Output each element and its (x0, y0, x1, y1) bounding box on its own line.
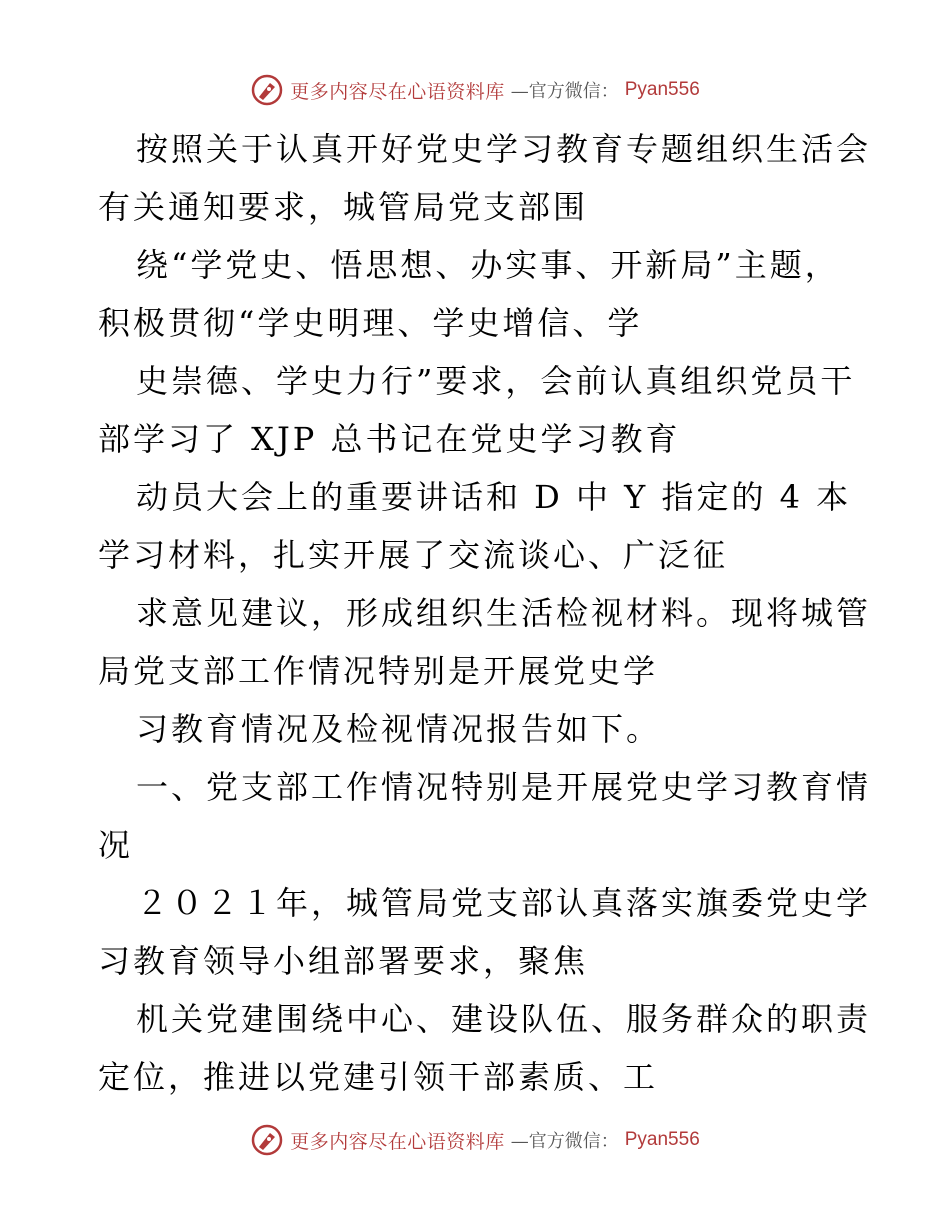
pen-nib-logo-icon (250, 1123, 284, 1157)
text-line: 习教育情况及检视情况报告如下。 (136, 710, 662, 748)
text-line: 按照关于认真开好党史学习教育专题组织生活会 (136, 130, 872, 168)
watermark-wechat-id: Pyan556 (624, 79, 700, 100)
text-line: 习教育领导小组部署要求，聚焦 (98, 942, 589, 980)
text-line: 有关通知要求，城管局党支部围 (98, 188, 589, 226)
text-line: 求意见建议，形成组织生活检视材料。现将城管 (136, 594, 872, 632)
text-line: 局党支部工作情况特别是开展党史学 (98, 652, 659, 690)
document-body (98, 120, 872, 1106)
text-line: 动员大会上的重要讲话和 D 中 Y 指定的 4 本 (136, 478, 852, 516)
watermark-separator: —官方微信： (510, 1131, 619, 1152)
text-line: 定位，推进以党建引领干部素质、工 (98, 1058, 659, 1096)
watermark-text: 更多内容尽在心语资料库 (290, 80, 505, 103)
text-line: 史崇德、学史力行”要求，会前认真组织党员干 (136, 362, 856, 400)
text-line: 机关党建围绕中心、建设队伍、服务群众的职责 (136, 1000, 872, 1038)
text-line: 绕“学党史、悟思想、办实事、开新局”主题， (136, 246, 840, 284)
text-line: 部学习了 XJP 总书记在党史学习教育 (98, 420, 681, 458)
text-line: 一、党支部工作情况特别是开展党史学习教育情 (136, 768, 872, 806)
footer-watermark (0, 1120, 950, 1160)
watermark-text: 更多内容尽在心语资料库 (290, 1130, 505, 1153)
text-line: ２０２１年，城管局党支部认真落实旗委党史学 (136, 884, 872, 922)
text-line: 学习材料，扎实开展了交流谈心、广泛征 (98, 536, 729, 574)
pen-nib-logo-icon (250, 73, 284, 107)
watermark-separator: —官方微信： (510, 81, 619, 102)
text-line: 积极贯彻“学史明理、学史增信、学 (98, 304, 643, 342)
watermark-wechat-id: Pyan556 (624, 1129, 700, 1150)
header-watermark (0, 70, 950, 110)
text-line: 况 (98, 826, 134, 864)
